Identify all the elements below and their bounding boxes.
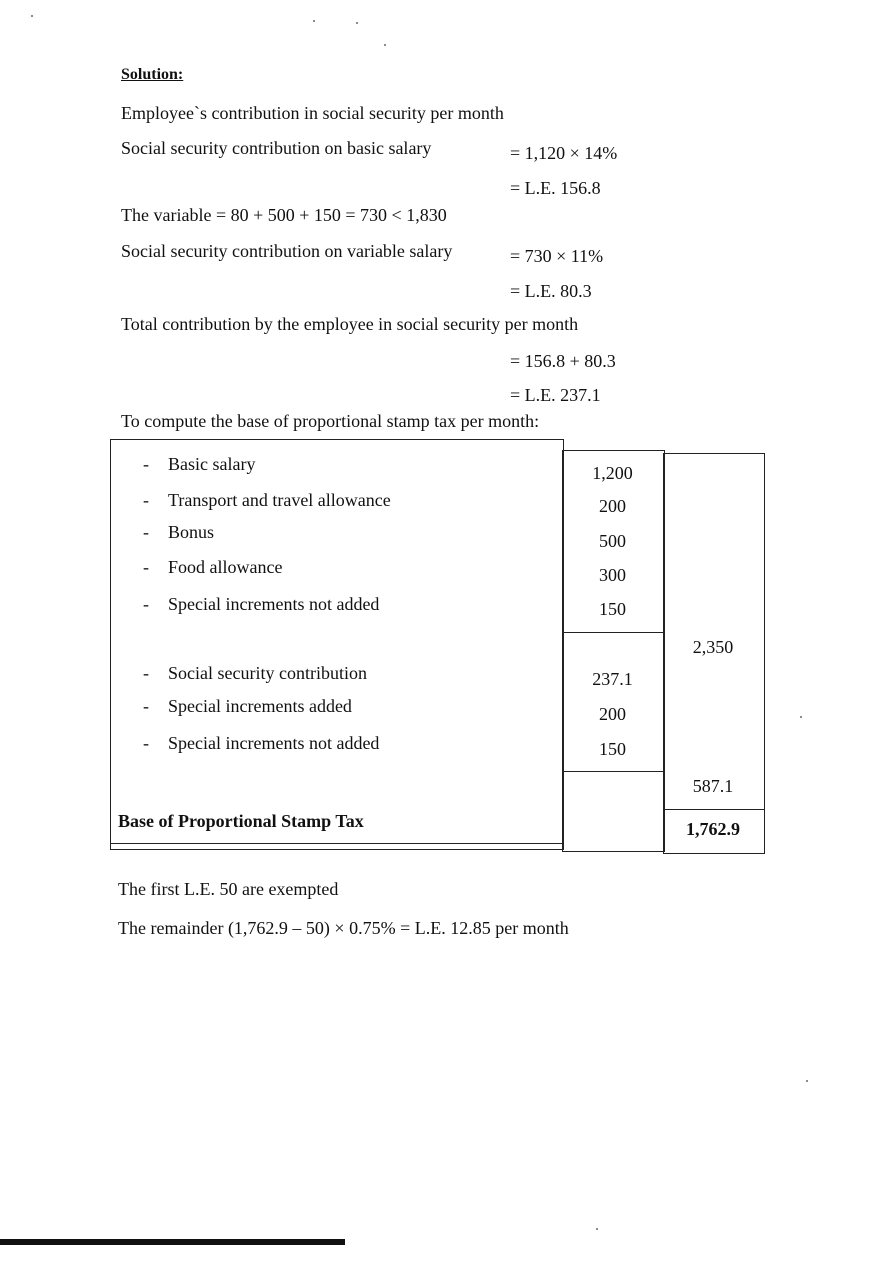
bullet-dash: - xyxy=(143,696,149,716)
scan-speck xyxy=(31,15,33,17)
total-contribution-label: Total contribution by the employee in social security per month xyxy=(121,314,579,334)
total-contribution-result: = L.E. 237.1 xyxy=(510,385,601,405)
row-label-basic-salary: Basic salary xyxy=(168,454,256,474)
row-value-bonus: 500 xyxy=(599,531,626,551)
remainder-line: The remainder (1,762.9 – 50) × 0.75% = L.E. 12.85 per month xyxy=(118,918,569,938)
row-label-special-added: Special increments added xyxy=(168,696,352,716)
result-value: 1,762.9 xyxy=(686,819,740,839)
group2-divider xyxy=(562,771,664,772)
scan-speck xyxy=(596,1228,598,1230)
row-label-special-not-added-2: Special increments not added xyxy=(168,733,380,753)
row-value-social-security: 237.1 xyxy=(592,669,633,689)
bullet-dash: - xyxy=(143,594,149,614)
row-label-social-security: Social security contribution xyxy=(168,663,367,683)
bullet-dash: - xyxy=(143,557,149,577)
exempt-line: The first L.E. 50 are exempted xyxy=(118,879,339,899)
basic-contribution-result: = L.E. 156.8 xyxy=(510,178,601,198)
total-contribution-calc: = 156.8 + 80.3 xyxy=(510,351,616,371)
group1-divider xyxy=(562,632,664,633)
row-value-special-not-added-2: 150 xyxy=(599,739,626,759)
scan-speck xyxy=(313,20,315,22)
intro-line: Employee`s contribution in social security per month xyxy=(121,103,504,123)
variable-contribution-label: Social security contribution on variable salary xyxy=(121,241,453,261)
scan-speck xyxy=(356,22,358,24)
scan-edge-bar xyxy=(0,1239,345,1245)
variable-line: The variable = 80 + 500 + 150 = 730 < 1,830 xyxy=(121,205,447,225)
row-label-special-not-added-1: Special increments not added xyxy=(168,594,380,614)
result-row-divider xyxy=(110,843,562,844)
bullet-dash: - xyxy=(143,490,149,510)
row-label-transport: Transport and travel allowance xyxy=(168,490,391,510)
scan-speck xyxy=(384,44,386,46)
result-label: Base of Proportional Stamp Tax xyxy=(118,811,364,831)
row-value-special-added: 200 xyxy=(599,704,626,724)
bullet-dash: - xyxy=(143,454,149,474)
variable-contribution-result: = L.E. 80.3 xyxy=(510,281,592,301)
solution-heading: Solution: xyxy=(121,66,184,83)
variable-contribution-calc: = 730 × 11% xyxy=(510,246,604,266)
row-label-bonus: Bonus xyxy=(168,522,215,542)
row-label-food: Food allowance xyxy=(168,557,283,577)
scan-speck xyxy=(806,1080,808,1082)
compute-label: To compute the base of proportional stamp tax per month: xyxy=(121,411,540,431)
row-value-transport: 200 xyxy=(599,496,626,516)
bullet-dash: - xyxy=(143,522,149,542)
result-divider xyxy=(663,809,764,810)
basic-contribution-calc: = 1,120 × 14% xyxy=(510,143,618,163)
scan-speck xyxy=(800,716,802,718)
bullet-dash: - xyxy=(143,663,149,683)
row-value-food: 300 xyxy=(599,565,626,585)
row-value-special-not-added-1: 150 xyxy=(599,599,626,619)
group2-total: 587.1 xyxy=(692,776,734,796)
basic-contribution-label: Social security contribution on basic salary xyxy=(121,138,432,158)
row-value-basic-salary: 1,200 xyxy=(592,463,633,483)
group1-total: 2,350 xyxy=(692,637,734,657)
bullet-dash: - xyxy=(143,733,149,753)
